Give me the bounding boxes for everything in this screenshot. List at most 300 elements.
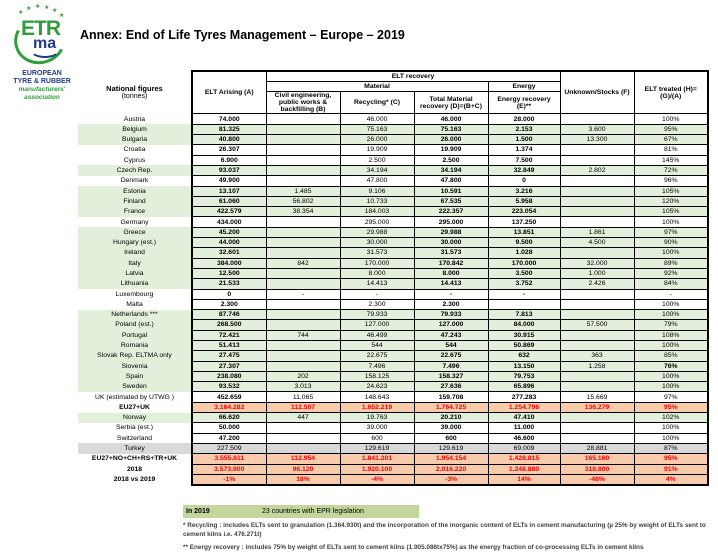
cell-h: 89% [634, 258, 708, 268]
cell-b [266, 176, 340, 186]
cell-e: 69.009 [488, 443, 560, 453]
table-row [78, 248, 708, 258]
cell-c: 9.106 [340, 186, 414, 196]
header-elt-arising: ELT Arising (A) [192, 71, 266, 114]
row-label: EU27+UK [78, 402, 192, 412]
cell-f [560, 341, 634, 351]
cell-f: 28.881 [560, 443, 634, 453]
cell-a: 6.900 [192, 155, 266, 165]
cell-h: 97% [634, 392, 708, 402]
cell-b [266, 135, 340, 145]
cell-c: -4% [340, 474, 414, 484]
cell-f: 1.000 [560, 268, 634, 278]
cell-d: 27.636 [414, 382, 488, 392]
cell-a: 0 [192, 289, 266, 299]
row-label: Ireland [78, 248, 192, 258]
table-row [78, 238, 708, 248]
cell-b [266, 248, 340, 258]
cell-a: 27.475 [192, 351, 266, 361]
cell-h: 76% [634, 361, 708, 371]
cell-d: 2.500 [414, 155, 488, 165]
row-label: Austria [78, 114, 192, 124]
cell-e: 3.500 [488, 268, 560, 278]
cell-b [266, 423, 340, 433]
cell-c: 7.496 [340, 361, 414, 371]
cell-h: 100% [634, 299, 708, 309]
star-icon: ★ [35, 4, 41, 10]
cell-h: 84% [634, 279, 708, 289]
cell-f: 1.861 [560, 227, 634, 237]
cell-c: 75.163 [340, 124, 414, 134]
cell-a: 384.000 [192, 258, 266, 268]
cell-b [266, 145, 340, 155]
cell-h: 100% [634, 433, 708, 443]
cell-e: 277.283 [488, 392, 560, 402]
row-label: Serbia (est.) [78, 423, 192, 433]
cell-f: 363 [560, 351, 634, 361]
cell-b: 96.120 [266, 464, 340, 474]
cell-c: 79.933 [340, 310, 414, 320]
cell-d: 67.535 [414, 196, 488, 206]
cell-h: - [634, 289, 708, 299]
cell-d: 47.800 [414, 176, 488, 186]
cell-f: 13.300 [560, 135, 634, 145]
header-unknown-stocks: Unknown/Stocks (F) [560, 71, 634, 114]
cell-d: 2.300 [414, 299, 488, 309]
cell-a: 51.413 [192, 341, 266, 351]
row-label: Netherlands *** [78, 310, 192, 320]
cell-c: 39.000 [340, 423, 414, 433]
row-label: UK (estimated by UTWG ) [78, 392, 192, 402]
cell-e: 3.752 [488, 279, 560, 289]
cell-d: 34.194 [414, 165, 488, 175]
cell-h: 102% [634, 413, 708, 423]
cell-h: 120% [634, 196, 708, 206]
cell-f: 32.000 [560, 258, 634, 268]
table-header [78, 71, 708, 114]
header-civil-engineering: Civil engineering, public works & backfilling (B) [266, 92, 340, 114]
cell-b [266, 155, 340, 165]
table-row [78, 155, 708, 165]
cell-b [266, 238, 340, 248]
logo-line-european: EUROPEAN [22, 70, 62, 77]
cell-e: 1.028 [488, 248, 560, 258]
table-row [78, 433, 708, 443]
cell-a: 72.421 [192, 330, 266, 340]
header-elt-recovery: ELT recovery [266, 71, 560, 81]
row-label: Croatia [78, 145, 192, 155]
cell-e: 3.216 [488, 186, 560, 196]
cell-h: 67% [634, 135, 708, 145]
cell-h: 100% [634, 341, 708, 351]
table-row [78, 474, 708, 484]
cell-c: 24.623 [340, 382, 414, 392]
cell-d: 129.619 [414, 443, 488, 453]
epr-countries-label: 23 countries with EPR legislation [262, 508, 364, 515]
logo-line-manufacturers: manufacturers' [18, 86, 66, 94]
cell-c: 19.763 [340, 413, 414, 423]
cell-b [266, 361, 340, 371]
cell-h: 91% [634, 464, 708, 474]
cell-c: 2.300 [340, 299, 414, 309]
cell-d: 8.000 [414, 268, 488, 278]
table-row [78, 114, 708, 124]
cell-b [266, 299, 340, 309]
cell-d: 1.764.725 [414, 402, 488, 412]
cell-d: 39.000 [414, 423, 488, 433]
cell-f [560, 423, 634, 433]
cell-e: 30.915 [488, 330, 560, 340]
row-label: Germany [78, 217, 192, 227]
cell-e: 79.753 [488, 371, 560, 381]
cell-b [266, 320, 340, 330]
cell-h: 145% [634, 155, 708, 165]
cell-h: 95% [634, 454, 708, 464]
table-row [78, 124, 708, 134]
cell-a: 2.300 [192, 299, 266, 309]
table-row [78, 310, 708, 320]
cell-b [266, 124, 340, 134]
table-row [78, 217, 708, 227]
cell-h: 79% [634, 320, 708, 330]
table-row [78, 258, 708, 268]
cell-a: 227.509 [192, 443, 266, 453]
row-label: Hungary (est.) [78, 238, 192, 248]
cell-e [488, 299, 560, 309]
caption-tonnes: (tonnes) [121, 92, 148, 100]
row-label: France [78, 207, 192, 217]
logo-letters-etr: ETR [21, 17, 60, 40]
cell-a: 452.659 [192, 392, 266, 402]
cell-h: 90% [634, 238, 708, 248]
cell-b: 112.954 [266, 454, 340, 464]
cell-e: 632 [488, 351, 560, 361]
cell-h: 96% [634, 176, 708, 186]
row-label: Spain [78, 371, 192, 381]
logo-text [6, 70, 78, 101]
cell-e: 223.054 [488, 207, 560, 217]
header-energy-recovery: Energy recovery (E)** [488, 92, 560, 114]
cell-c: 22.675 [340, 351, 414, 361]
cell-f: 3.600 [560, 124, 634, 134]
cell-b [266, 227, 340, 237]
cell-b: 11.065 [266, 392, 340, 402]
cell-b [266, 268, 340, 278]
cell-c: 184.003 [340, 207, 414, 217]
cell-c: 10.733 [340, 196, 414, 206]
cell-a: 13.107 [192, 186, 266, 196]
table-row [78, 227, 708, 237]
cell-a: 21.533 [192, 279, 266, 289]
cell-a: 87.746 [192, 310, 266, 320]
cell-h: 95% [634, 124, 708, 134]
table-row [78, 268, 708, 278]
cell-d: 75.163 [414, 124, 488, 134]
cell-d: -3% [414, 474, 488, 484]
cell-a: 93.532 [192, 382, 266, 392]
star-icon: ★ [44, 5, 50, 11]
cell-h: 4% [634, 474, 708, 484]
table-row [78, 341, 708, 351]
cell-b: 447 [266, 413, 340, 423]
footnotes [183, 521, 715, 552]
cell-a: 74.000 [192, 114, 266, 124]
cell-f: 4.500 [560, 238, 634, 248]
epr-year-label: In 2019 [186, 508, 210, 515]
cell-d: 600 [414, 433, 488, 443]
cell-d: 159.708 [414, 392, 488, 402]
row-label: Romania [78, 341, 192, 351]
cell-e: - [488, 289, 560, 299]
table-row [78, 402, 708, 412]
cell-a: 268.500 [192, 320, 266, 330]
cell-c: 8.000 [340, 268, 414, 278]
table-caption [78, 71, 192, 114]
cell-d: 2.016.220 [414, 464, 488, 474]
cell-e: 13.150 [488, 361, 560, 371]
header-material: Material [266, 81, 488, 91]
cell-c: 46.499 [340, 330, 414, 340]
row-label: Cyprus [78, 155, 192, 165]
cell-e: 14% [488, 474, 560, 484]
cell-h: 97% [634, 227, 708, 237]
cell-b: 112.507 [266, 402, 340, 412]
table-row [78, 351, 708, 361]
cell-a: 26.307 [192, 145, 266, 155]
cell-a: 3.555.611 [192, 454, 266, 464]
cell-c: 129.619 [340, 443, 414, 453]
footnote-recycling: * Recycling : includes ELTs sent to granulation (1.364.930t) and the incorporation of the inorganic content of ELTs in cement manufacturing (µ 25% by weight of ELTs sent to cement kilns i.e. 476.271t) [183, 522, 706, 539]
footnote-energy-recovery: ** Energy recovery : includes 75% by weight of ELTs sent to cement kilns (1.905.086tx75%) as the energy fraction of co-processing ELTs in cement kilns [183, 543, 644, 551]
cell-d: 31.573 [414, 248, 488, 258]
cell-h: 87% [634, 443, 708, 453]
row-label: 2018 [78, 464, 192, 474]
star-icon: ★ [52, 8, 58, 14]
cell-d: 10.591 [414, 186, 488, 196]
cell-d: 79.933 [414, 310, 488, 320]
cell-f: 2.802 [560, 165, 634, 175]
cell-a: 12.500 [192, 268, 266, 278]
cell-f: 1.258 [560, 361, 634, 371]
table-row [78, 186, 708, 196]
cell-f: 165.160 [560, 454, 634, 464]
header-recycling: Recycling* (C) [340, 92, 414, 114]
table-row [78, 330, 708, 340]
cell-f [560, 382, 634, 392]
cell-c: 544 [340, 341, 414, 351]
cell-f [560, 186, 634, 196]
row-label: Norway [78, 413, 192, 423]
cell-a: 81.325 [192, 124, 266, 134]
cell-f [560, 207, 634, 217]
cell-h: 105% [634, 186, 708, 196]
table-row [78, 382, 708, 392]
logo-letters-ma: ma [33, 35, 57, 52]
cell-a: 27.307 [192, 361, 266, 371]
table-row [78, 371, 708, 381]
cell-c: - [340, 289, 414, 299]
row-label: Malta [78, 299, 192, 309]
cell-a: 66.620 [192, 413, 266, 423]
cell-f [560, 299, 634, 309]
cell-d: 544 [414, 341, 488, 351]
cell-h: 100% [634, 310, 708, 320]
cell-c: 26.000 [340, 135, 414, 145]
table-row [78, 423, 708, 433]
cell-d: 295.000 [414, 217, 488, 227]
cell-d: 22.675 [414, 351, 488, 361]
row-label: Belgium [78, 124, 192, 134]
cell-e: 1.374 [488, 145, 560, 155]
cell-d: 20.210 [414, 413, 488, 423]
cell-h: 100% [634, 114, 708, 124]
cell-a: 50.000 [192, 423, 266, 433]
table-row [78, 135, 708, 145]
cell-e: 0 [488, 176, 560, 186]
cell-a: 45.200 [192, 227, 266, 237]
cell-b [266, 433, 340, 443]
page-title: Annex: End of Life Tyres Management – Europe – 2019 [80, 28, 405, 42]
header-elt-treated: ELT treated (H)=(G)/(A) [634, 71, 708, 114]
cell-f: 136.279 [560, 402, 634, 412]
row-label: Bulgaria [78, 135, 192, 145]
cell-d: 170.842 [414, 258, 488, 268]
cell-a: 47.200 [192, 433, 266, 443]
cell-c: 1.920.100 [340, 464, 414, 474]
cell-c: 19.909 [340, 145, 414, 155]
cell-b [266, 114, 340, 124]
cell-b: 842 [266, 258, 340, 268]
cell-a: 434.000 [192, 217, 266, 227]
cell-h: 100% [634, 423, 708, 433]
etrma-logo [6, 4, 78, 116]
cell-f [560, 289, 634, 299]
cell-d: 30.000 [414, 238, 488, 248]
cell-h: 100% [634, 371, 708, 381]
cell-b: 1.485 [266, 186, 340, 196]
cell-c: 29.988 [340, 227, 414, 237]
cell-c: 1.841.201 [340, 454, 414, 464]
cell-e: 50.869 [488, 341, 560, 351]
row-label: Poland (est.) [78, 320, 192, 330]
caption-national-figures: National figures [106, 83, 163, 93]
row-label: Lithuania [78, 279, 192, 289]
cell-b [266, 351, 340, 361]
cell-h: 72% [634, 165, 708, 175]
cell-f: 57.500 [560, 320, 634, 330]
star-icon: ★ [59, 13, 65, 19]
cell-f [560, 433, 634, 443]
cell-b: 3.013 [266, 382, 340, 392]
cell-d: 222.357 [414, 207, 488, 217]
cell-e: 137.250 [488, 217, 560, 227]
cell-f: 318.800 [560, 464, 634, 474]
cell-a: 32.601 [192, 248, 266, 258]
star-icon: ★ [18, 10, 24, 16]
table-row [78, 299, 708, 309]
cell-a: 40.800 [192, 135, 266, 145]
row-label: 2018 vs 2019 [78, 474, 192, 484]
cell-c: 158.125 [340, 371, 414, 381]
cell-e: 7.500 [488, 155, 560, 165]
cell-f [560, 145, 634, 155]
table-row [78, 443, 708, 453]
cell-h: 100% [634, 382, 708, 392]
row-label: Slovenia [78, 361, 192, 371]
cell-h: 100% [634, 217, 708, 227]
row-label: Luxembourg [78, 289, 192, 299]
cell-d: 1.954.154 [414, 454, 488, 464]
cell-h: 100% [634, 248, 708, 258]
cell-c: 30.000 [340, 238, 414, 248]
star-icon: ★ [26, 6, 32, 12]
table-row [78, 207, 708, 217]
cell-h: 108% [634, 330, 708, 340]
cell-e: 1.248.880 [488, 464, 560, 474]
cell-d: 47.243 [414, 330, 488, 340]
cell-c: 148.643 [340, 392, 414, 402]
table-body [78, 114, 708, 485]
cell-f [560, 196, 634, 206]
cell-a: 422.579 [192, 207, 266, 217]
row-label: EU27+NO+CH+RS+TR+UK [78, 454, 192, 464]
row-label: Czech Rep. [78, 165, 192, 175]
row-label: Sweden [78, 382, 192, 392]
cell-e: 1.428.815 [488, 454, 560, 464]
table-row [78, 145, 708, 155]
cell-f [560, 217, 634, 227]
cell-e: 28.000 [488, 114, 560, 124]
table-row [78, 361, 708, 371]
cell-a: 3.573.900 [192, 464, 266, 474]
cell-e: 170.000 [488, 258, 560, 268]
cell-e: 9.500 [488, 238, 560, 248]
cell-c: 170.000 [340, 258, 414, 268]
cell-a: 3.164.282 [192, 402, 266, 412]
cell-c: 2.500 [340, 155, 414, 165]
cell-b [266, 165, 340, 175]
table-row [78, 289, 708, 299]
cell-b [266, 217, 340, 227]
cell-h: 81% [634, 145, 708, 155]
row-label: Switzerland [78, 433, 192, 443]
row-label: Estonia [78, 186, 192, 196]
logo-line-tyre-rubber: TYRE & RUBBER [13, 78, 71, 86]
cell-e: 32.849 [488, 165, 560, 175]
cell-h: 95% [634, 402, 708, 412]
table-row [78, 176, 708, 186]
cell-d: 19.909 [414, 145, 488, 155]
cell-f [560, 310, 634, 320]
cell-a: 238.080 [192, 371, 266, 381]
cell-b: 38.354 [266, 207, 340, 217]
cell-a: 93.037 [192, 165, 266, 175]
table-row [78, 464, 708, 474]
cell-c: 14.413 [340, 279, 414, 289]
cell-f [560, 248, 634, 258]
cell-f [560, 114, 634, 124]
cell-c: 34.194 [340, 165, 414, 175]
cell-a: 61.060 [192, 196, 266, 206]
cell-c: 47.800 [340, 176, 414, 186]
cell-b [266, 341, 340, 351]
cell-f: 15.669 [560, 392, 634, 402]
cell-f: 2.426 [560, 279, 634, 289]
row-label: Turkey [78, 443, 192, 453]
table-row [78, 454, 708, 464]
cell-d: - [414, 289, 488, 299]
cell-e: 1.500 [488, 135, 560, 145]
